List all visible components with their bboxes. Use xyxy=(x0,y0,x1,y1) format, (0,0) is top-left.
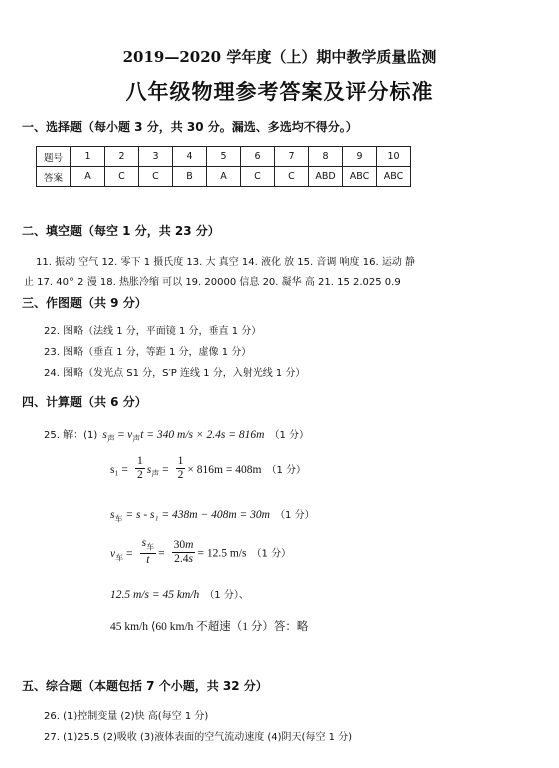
table-cell: A xyxy=(71,167,105,187)
section-3-title: 三、作图题（共 9 分） xyxy=(22,296,147,310)
composite-item-27: 27. (1)25.5 (2)吸收 (3)液体表面的空气流动速度 (4)阴天(每空 1 分) xyxy=(44,732,353,743)
table-cell: 7 xyxy=(275,147,309,167)
equation-4: $v_车$ = $\frac{s_车}{t}$ = $\frac{30m}{2.4s}$ = 12.5 m/s （1 分） xyxy=(110,537,292,567)
fill-answers-line-2: 止 17. 40° 2 漫 18. 热胀冷缩 可以 19. 20000 信息 20. 凝华 高 21. 15 2.025 0.9 xyxy=(24,277,401,288)
question-label: 25. 解：(1) xyxy=(44,430,98,441)
table-cell: 4 xyxy=(173,147,207,167)
score-note: （1 分） xyxy=(275,510,315,521)
section-2-title: 二、填空题（每空 1 分，共 23 分） xyxy=(22,224,220,238)
answer-table xyxy=(36,146,411,187)
score-note: （1 分） xyxy=(266,465,307,476)
equation-6 xyxy=(110,615,308,634)
score-note: （1 分） xyxy=(269,430,310,441)
eq2-lhs: s₁ = xyxy=(110,464,128,476)
table-row-numbers xyxy=(37,147,411,167)
table-cell: 5 xyxy=(207,147,241,167)
equation-3: $s_车 = s - s_1 = 438m - 408m = 30m$ （1 分） xyxy=(110,509,315,524)
table-cell: 8 xyxy=(309,147,343,167)
table-cell: C xyxy=(105,167,139,187)
table-cell: 2 xyxy=(105,147,139,167)
table-cell: C xyxy=(275,167,309,187)
doc-subtitle: 2019—2020 学年度（上）期中教学质量监测 xyxy=(122,48,437,66)
table-cell: 10 xyxy=(377,147,411,167)
table-row-answers xyxy=(37,167,411,187)
section-4-title: 四、计算题（共 6 分） xyxy=(22,395,147,409)
table-cell: 6 xyxy=(241,147,275,167)
table-cell: 3 xyxy=(139,147,173,167)
table-cell: 题号 xyxy=(37,147,71,167)
table-cell: C xyxy=(241,167,275,187)
table-cell: C xyxy=(139,167,173,187)
section-5-title: 五、综合题（本题包括 7 个小题，共 32 分） xyxy=(22,679,268,693)
eq4-rhs: = 12.5 m/s xyxy=(197,547,247,560)
table-cell: A xyxy=(207,167,241,187)
drawing-item-23: 23. 图略（垂直 1 分，等距 1 分，虚像 1 分） xyxy=(44,347,252,358)
equation-1: 25. 解：(1) $s_声 = v_声t = 340$ m/s × 2.4s = 816m （1 分） xyxy=(44,429,310,444)
eq6-text: 45 km/h ⟨60 km/h 不超速（1 分）答：略 xyxy=(110,621,309,633)
table-cell: 答案 xyxy=(37,167,71,187)
eq2-rhs: × 816m = 408m xyxy=(187,464,262,476)
section-1-title: 一、选择题（每小题 3 分，共 30 分。漏选、多选均不得分。） xyxy=(22,120,358,134)
score-note: （1 分） xyxy=(251,548,292,560)
table-cell: B xyxy=(173,167,207,187)
table-cell: ABC xyxy=(377,167,411,187)
drawing-item-22: 22. 图略（法线 1 分，平面镜 1 分，垂直 1 分） xyxy=(44,326,262,337)
doc-title: 八年级物理参考答案及评分标准 xyxy=(125,79,434,104)
eq3-text: = s - s₁ = 438m − 408m = 30m xyxy=(125,509,270,521)
table-cell: ABC xyxy=(343,167,377,187)
equation-2: s₁ = $\frac{1}{2}$ $s_声$ = $\frac{1}{2}$ × 816m = 408m （1 分） xyxy=(110,455,307,481)
table-cell: 9 xyxy=(343,147,377,167)
composite-item-26: 26. (1)控制变量 (2)快 高(每空 1 分) xyxy=(44,711,209,722)
eq5-text: 12.5 m/s = 45 km/h xyxy=(110,589,200,601)
drawing-item-24: 24. 图略（发光点 S1 分，S′P 连线 1 分，入射光线 1 分） xyxy=(44,368,306,379)
table-cell: ABD xyxy=(309,167,343,187)
eq2-mid: s xyxy=(146,464,152,476)
eq1-rhs: t = 340 m/s × 2.4s = 816m xyxy=(140,429,265,441)
equation-5 xyxy=(110,583,249,602)
table-cell: 1 xyxy=(71,147,105,167)
fill-answers-line-1: 11. 振动 空气 12. 零下 1 摄氏度 13. 大 真空 14. 液化 放 15. 音调 响度 16. 运动 静 xyxy=(36,257,415,268)
score-note-tail: （1 分）、 xyxy=(204,590,249,601)
